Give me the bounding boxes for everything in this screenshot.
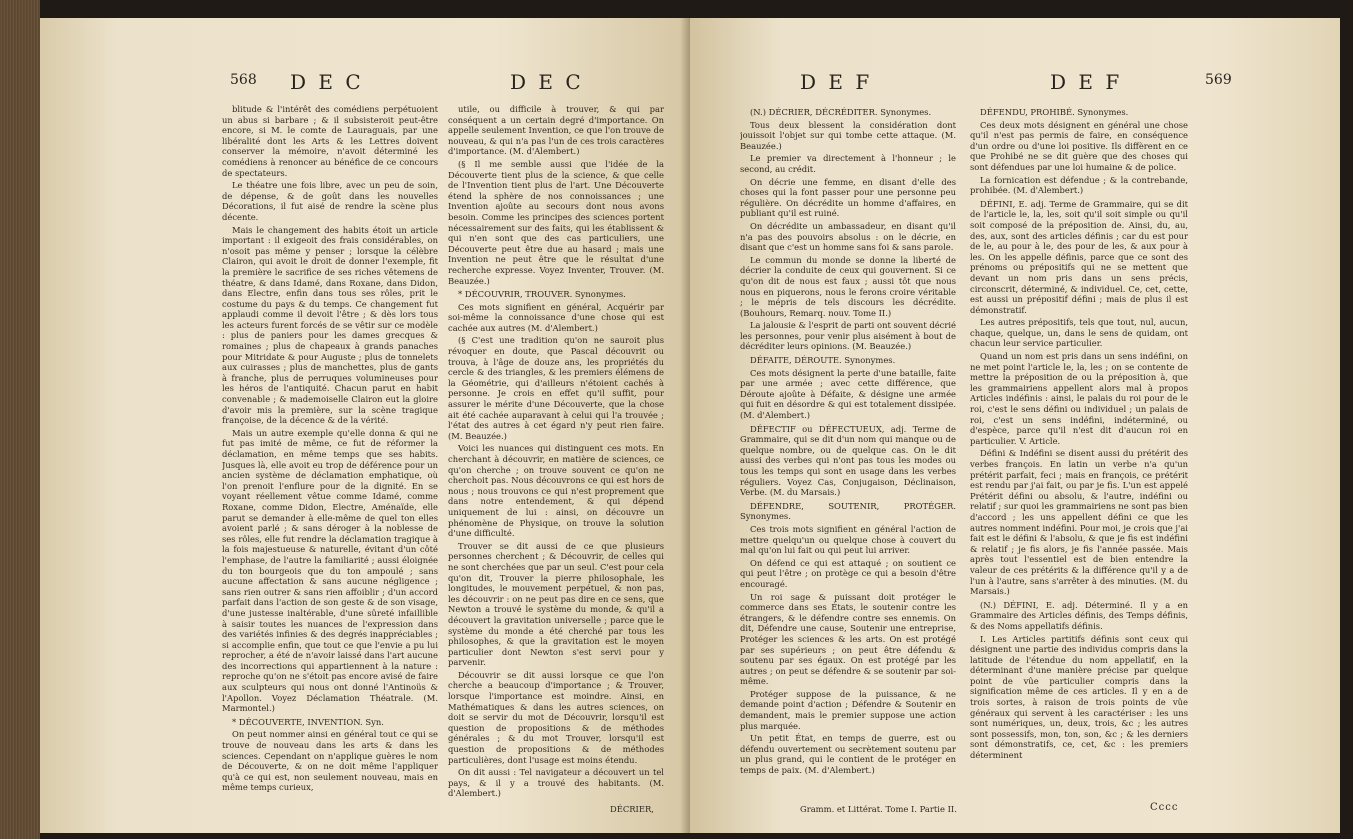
open-book	[40, 18, 1340, 833]
paragraph: Ces mots signifient en général, Acquérir par soi-même la connoissance d'une chose qui est cachée aux autres (M. d'Alembert.)	[448, 301, 664, 333]
right-running-head-1: D E F	[800, 70, 873, 94]
paragraph: Ces trois mots signifient en général l'action de mettre quelqu'un ou quelque chose à couvert du mal qu'on lui fait ou qui peut lui arriver.	[740, 523, 956, 556]
paragraph: Quand un nom est pris dans un sens indéfini, on ne met point l'article le, la, les ; on se contente de mettre la préposition de ou la préposition à, que les grammairiens appellent alors mal à propos Articles indéfinis : ainsi, le palais du roi pour de le roi, c'est le sens défini ou individuel ; un palais de roi, c'est un sens indéfini, indéterminé, ou d'espèce, parce qu'il n'est dit d'aucun roi en particulier. V. Article.	[970, 351, 1188, 446]
left-column-1	[222, 104, 438, 819]
paragraph: On défend ce qui est attaqué ; on soutient ce qui peut l'être ; on protège ce qui a besoin d'être encouragé.	[740, 557, 956, 589]
paragraph: La fornication est défendue ; & la contrebande, prohibée. (M. d'Alembert.)	[970, 174, 1188, 196]
entry-heading: DÉFENDRE, SOUTENIR, PROTÉGER. Synonymes.	[740, 500, 956, 522]
entry-heading: DÉFAITE, DÉROUTE. Synonymes.	[750, 355, 896, 366]
entry-heading: DÉFENDU, PROHIBÉ. Synonymes.	[980, 107, 1129, 117]
entry-heading: (N.) DÉFINI, E. adj. Déterminé. Il y a en Grammaire des Articles définis, des Temps définis, & des Noms appellatifs définis.	[970, 599, 1188, 631]
right-column-1	[740, 104, 956, 819]
paragraph: On décrédite un ambassadeur, en disant qu'il n'a pas des pouvoirs absolus : on le décrie, en disant que c'est un homme sans foi & sans parole.	[740, 220, 956, 253]
paragraph: (§ Il me semble aussi que l'idée de la Découverte tient plus de la science, & que celle de l'Invention tient plus de l'art. Une Découverte étend la sphère de nos connoissances ; une Invention ajoûte au secours dont nous avons besoin. Comme les principes des sciences portent nécessairement sur des faits, qui les établissent & qui n'en sont que des cas particuliers, une Découverte peut être due au hasard ; mais une Invention ne peut être que le résultat d'une recherche expresse. Voyez Inventer, Trouver. (M. Beauzée.)	[448, 158, 664, 286]
paragraph: Les autres prépositifs, tels que tout, nul, aucun, chaque, quelque, un, dans le sens de quidam, ont chacun leur service particulier.	[970, 317, 1188, 349]
paragraph: Voici les nuances qui distinguent ces mots. En cherchant à découvrir, en matière de sciences, ce qu'on cherche ; on trouve souvent ce qu'on ne cherchoit pas. Nous découvrons ce qui est hors de nous ; nous trouvons ce qui n'est proprement que dans notre entendement, & qui dépend uniquement de lui : ainsi, on découvre un phénomène de Physique, on trouve la solution d'une difficulté.	[448, 443, 664, 539]
paragraph: utile, ou difficile à trouver, & qui par conséquent a un certain degré d'importance. On appelle seulement Invention, ce que l'on trouve de nouveau, & qui n'a pas l'un de ces trois caractères d'importance. (M. d'Alembert.)	[448, 104, 664, 157]
paragraph: La jalousie & l'esprit de parti ont souvent décrié les personnes, pour venir plus aisément à bout de décréditer leurs opinions. (M. Beauzée.)	[740, 320, 956, 352]
paragraph: Ces mots désignent la perte d'une bataille, faite par une armée ; avec cette différence, que Déroute ajoûte à Défaite, & désigne une armée qui fuit en désordre & qui est totalement dissipée. (M. d'Alembert.)	[740, 367, 956, 421]
right-running-head-2: D E F	[1050, 70, 1123, 94]
entry-heading: DÉFINI, E. adj. Terme de Grammaire, qui se dit de l'article le, la, les, soit qu'il soit simple ou qu'il soit composé de la préposition de. Ainsi, du, au, des, aux, sont des articles définis ; car du est pour de le, au pour à le, des pour de les, & aux pour à les. On les appelle définis, parce que ce sont des prénoms ou prépositifs qui ne se mettent que devant un nom pris dans un sens précis, circonscrit, déterminé, & individuel. Ce, cet, cette, est aussi un prépositif défini ; mais de plus il est démonstratif.	[970, 198, 1188, 315]
paragraph: Protéger suppose de la puissance, & ne demande point d'action ; Défendre & Soutenir en demandent, mais le premier suppose une action plus marquée.	[740, 688, 956, 731]
paragraph: Un petit État, en temps de guerre, est ou défendu ouvertement ou secrètement soutenu par un plus grand, qui le contient de le protéger en temps de paix. (M. d'Alembert.)	[740, 733, 956, 776]
paragraph: On peut nommer ainsi en général tout ce qui se trouve de nouveau dans les arts & dans les sciences. Cependant on n'applique guères le nom de Découverte, & on ne doit même l'appliquer qu'à ce qui est, non seulement nouveau, mais en même temps curieux,	[222, 729, 438, 793]
paragraph: blitude & l'intérêt des comédiens perpétuoient un abus si barbare ; & il subsisteroit peut-être encore, si M. le comte de Lauraguais, par une libéralité dont les Arts & les Lettres doivent conserver la mémoire, n'avoit déterminé les comédiens à renoncer au bénéfice de ce concours de spectateurs.	[222, 104, 438, 178]
left-running-head-1: D E C	[290, 70, 364, 94]
right-page	[690, 18, 1340, 833]
right-page-number: 569	[1205, 72, 1232, 88]
paragraph: Trouver se dit aussi de ce que plusieurs personnes cherchent ; & Découvrir, de celles qui ne sont cherchées que par un seul. C'est pour cela qu'on dit, Trouver la pierre philosophale, les longitudes, le mouvement perpétuel, & non pas, les découvrir : on ne peut pas dire en ce sens, que Newton a trouvé le système du monde, & qu'il a découvert la gravitation universelle ; parce que le système du monde a été cherché par tous les philosophes, & que la gravitation est le moyen particulier dont Newton s'est servi pour y parvenir.	[448, 540, 664, 668]
left-catchword: DÉCRIER,	[610, 804, 654, 814]
entry-heading: * DÉCOUVERTE, INVENTION. Syn.	[232, 716, 384, 727]
paragraph: Tous deux blessent la considération dont jouissoit l'objet sur qui tombe cette attaque. (M. Beauzée.)	[740, 119, 956, 151]
right-column-2	[970, 104, 1188, 819]
entry-heading: (N.) DÉCRIER, DÉCRÉDITER. Synonymes.	[750, 107, 932, 117]
paragraph: I. Les Articles partitifs définis sont ceux qui désignent une partie des individus compris dans la latitude de l'étendue du nom appellatif, en la déterminant d'une manière précise par quelque point de vûe particulier compris dans la signification même de ces articles. Il y en a de trois sortes, à raison de trois points de vûe généraux qui servent à les caractériser : les uns sont numériques, un, deux, trois, &c ; les autres sont possessifs, mon, ton, son, &c ; & les derniers sont démonstratifs, ce, cet, &c : les premiers déterminent	[970, 633, 1188, 761]
left-running-head-2: D E C	[510, 70, 584, 94]
paragraph: Défini & Indéfini se disent aussi du prétérit des verbes françois. En latin un verbe n'a qu'un prétérit parfait, feci ; mais en françois, ce prétérit est rendu par j'ai fait, ou par je fis. L'un est appelé Prétérit défini ou absolu, & l'autre, indéfini ou relatif ; sur quoi les grammairiens ne sont pas bien d'accord ; les uns appellent défini ce que les autres nomment indéfini. Pour moi, je crois que j'ai fait est le défini & l'absolu, & que je fis est indéfini & relatif ; je fis alors, je fis l'année passée. Mais après tout l'essentiel est de bien entendre la valeur de ces prétérits & la différence qu'il y a de l'un à l'autre, sans s'arrêter à des minuties. (M. du Marsais.)	[970, 448, 1188, 597]
paragraph: On dit aussi : Tel navigateur a découvert un tel pays, & il y a trouvé des habitants. (M. d'Alembert.)	[448, 767, 664, 799]
paragraph: Découvrir se dit aussi lorsque ce que l'on cherche a beaucoup d'importance ; & Trouver, lorsque l'importance est moindre. Ainsi, en Mathématiques & dans les autres sciences, on doit se servir du mot de Découvrir, lorsqu'il est question de propositions & de méthodes générales ; & du mot Trouver, lorsqu'il est question de propositions & de méthodes particulières, dont l'usage est moins étendu.	[448, 669, 664, 765]
entry-heading: DÉFECTIF ou DÉFECTUEUX, adj. Terme de Grammaire, qui se dit d'un nom qui manque ou de quelque nombre, ou de quelque cas. On le dit aussi des verbes qui n'ont pas tous les modes ou tous les temps qui sont en usage dans les verbes réguliers. Voyez Cas, Conjugaison, Déclinaison, Verbe. (M. du Marsais.)	[740, 423, 956, 498]
paragraph: (§ C'est une tradition qu'on ne sauroit plus révoquer en doute, que Pascal découvrit ou trouva, à l'âge de douze ans, les propriétés du cercle & des triangles, & les premiers élémens de la Géométrie, qui d'ailleurs n'étoient cachés à personne. Je crois en effet qu'il suffit, pour assurer le mérite d'une Découverte, que la chose ait été cachée auparavant à celui qui l'a trouvée ; l'état des autres à cet égard n'y peut rien faire. (M. Beauzée.)	[448, 335, 664, 441]
paragraph: Le théatre une fois libre, avec un peu de soin, de dépense, & de goût dans les nouvelles Décorations, il fut aisé de rendre la scène plus décente.	[222, 180, 438, 222]
book-page-edges	[0, 0, 40, 839]
left-column-2	[448, 104, 664, 819]
entry-heading: * DÉCOUVRIR, TROUVER. Synonymes.	[458, 289, 626, 300]
paragraph: Le premier va directement à l'honneur ; le second, au crédit.	[740, 153, 956, 174]
paragraph: Ces deux mots désignent en général une chose qu'il n'est pas permis de faire, en conséquence d'un ordre ou d'une loi positive. Ils diffèrent en ce que Prohibé ne se dit guère que des choses qui sont défendues par une loi humaine & de police.	[970, 119, 1188, 172]
signature-footer: Gramm. et Littérat. Tome I. Partie II.	[800, 804, 957, 814]
left-page	[40, 18, 690, 833]
gathering-signature: Cccc	[1150, 802, 1179, 813]
paragraph: Le commun du monde se donne la liberté de décrier la conduite de ceux qui gouvernent. Si ce qu'on dit de nous est faux ; aussi tôt que nous nous en piquerons, nous le ferons croire véritable ; le mépris de tels discours les décrédite. (Bouhours, Remarq. nouv. Tome II.)	[740, 254, 956, 318]
paragraph: Mais le changement des habits étoit un article important : il exigeoit des frais considérables, on n'osoit pas même y penser ; lorsque la célèbre Clairon, qui avoit le droit de donner l'exemple, fit la première le sacrifice de ses riches vêtemens de théatre, & dans Idamé, dans Roxane, dans Didon, dans Electre, enfin dans tous ses rôles, prit le costume du pays & du temps. Ce changement fut applaudi comme il devoit l'être ; & dès lors tous les acteurs furent forcés de se vêtir sur ce modèle : plus de paniers pour les dames grecques & romaines ; plus de chapeaux à grands panaches pour Mitridate & pour Auguste ; plus de tonnelets aux cuirasses ; plus de manchettes, plus de gants à franche, plus de perruques volumineuses pour les héros de l'antiquité. Chacun parut en habit convenable ; & mademoiselle Clairon eut la gloire d'avoir mis la première, sur la scène tragique françoise, de la décence & de la vérité.	[222, 224, 438, 426]
paragraph: On décrie une femme, en disant d'elle des choses qui la font passer pour une personne peu régulière. On décrédite un homme d'affaires, en publiant qu'il est ruiné.	[740, 176, 956, 219]
paragraph: Un roi sage & puissant doit protéger le commerce dans ses États, le soutenir contre les étrangers, & le défendre contre ses ennemis. On dit, Défendre une cause, Soutenir une entreprise, Protéger les sciences & les arts. On est protégé par ses supérieurs ; on peut être défendu & soutenu par ses égaux. On est protégé par les autres ; on peut se défendre & se soutenir par soi-même.	[740, 591, 956, 687]
left-page-number: 568	[230, 72, 257, 88]
paragraph: Mais un autre exemple qu'elle donna & qui ne fut pas imité de même, ce fut de réformer la déclamation, en même temps que ses habits. Jusques là, elle avoit eu trop de déférence pour un ancien système de déclamation emphatique, où l'on prenoit l'enflure pour de la dignité. En se voyant réellement vêtue comme Idamé, comme Roxane, comme Didon, Electre, Aménaïde, elle parut se demander à elle-même de quel ton elles avoient parlé ; & sans déroger à la noblesse de ses rôles, elle fut rendre la déclamation tragique à la fois majestueuse & naturelle, évitant d'un côté l'emphase, de l'autre la familiarité ; aussi éloignée du ton bourgeois que du ton ampoulé ; sans aucune affectation & sans aucune négligence ; sans rien outrer & sans rien affoiblir ; d'un accord parfait dans l'action de son geste & de son visage, d'une justesse inaltérable, d'une sûreté infaillible à saisir toutes les nuances de l'expression dans des variétés infinies & des degrés inappréciables ; si accomplie enfin, que tout ce que l'envie a pu lui reprocher, a été de n'avoir laissé dans l'art aucune des incorrections qui appartiennent à la nature : reproche qu'on ne s'étoit pas encore avisé de faire aux sculpteurs qui nous ont donné l'Antinoüs & l'Apollon. Voyez Déclamation Théatrale. (M. Marmontel.)	[222, 427, 438, 714]
